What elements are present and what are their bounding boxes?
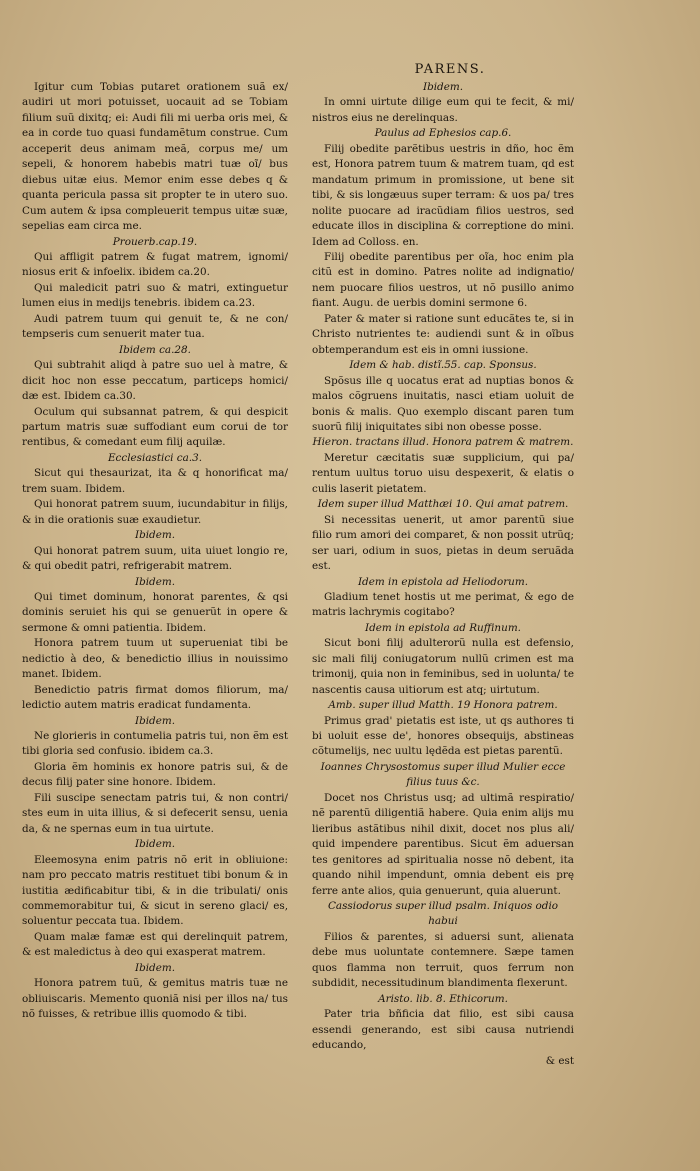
running-head-text: PARENS. [414,62,486,77]
text-paragraph: Gladium tenet hostis ut me perimat, & ego de matris lachrymis cogitabo? [312,590,574,619]
text-paragraph: Filios & parentes, si aduersi sunt, alienata debe mus uoluntate contemnere. Sæpe tamen quos flamma non terruit, quos ferrum non subdidit, necessitudinum blandimenta flexerunt. [312,930,574,990]
text-paragraph: Sicut boni filij adulterorũ nulla est defensio, sic mali filij coniugatorum nullũ crimen est ma trimonij, quia non in feminibus, sed in uolunta/ te nascentis causa uitiorum est atq; uirtutum. [312,637,574,696]
text-paragraph: Primus grad' pietatis est iste, ut qs authores ti bi uoluit esse de', honores obsequijs, abstineas cõtumelijs, nec uultu lędẽda est pietas parentũ. [312,714,574,758]
text-paragraph: Qui honorat patrem suum, uita uiuet longio re, & qui obedit patri, refrigerabit matrem. [22,544,288,573]
citation-heading: Cassiodorus super illud psalm. Iniquos odio habui [327,900,559,928]
text-paragraph: Igitur cum Tobias putaret orationem suã ex/ audiri ut mori potuisset, uocauit ad se Tobiam filium suũ dixitq; ei: Audi fili mi uerba oris mei, & ea in corde tuo quasi fundamẽtum construe. Cum acceperit deus animam meã, corpus me/ um sepeli, & honorem habebis matri tuæ oĩ/ bus diebus uitæ eius. Memor enim esse debes q & quanta pericula passa sit propter te in utero suo. Cum autem & ipsa compleuerit tempus uitæ suæ, sepelias eam circa me. [22,81,288,233]
text-paragraph: Qui maledicit patri suo & matri, extinguetur lumen eius in medijs tenebris. ibidem ca.23. [22,281,288,310]
text-paragraph: Qui subtrahit aliqd à patre suo uel à matre, & dicit hoc non esse peccatum, particeps homici/ dæ est. Ibidem ca.30. [22,359,288,403]
citation-heading: Ibidem. [134,575,176,588]
text-paragraph: Honora patrem tuum ut superueniat tibi be nedictio à deo, & benedictio illius in nouissimo manet. Ibidem. [22,637,288,681]
text-paragraph: Docet nos Christus usq; ad ultimã respiratio/ nẽ parentũ diligentiã habere. Quia enim alijs mu lieribus astãtibus nihil dixit, docet nos plus ali/ quid impendere parentibus. Sicut ẽm aduersan tes genitores ad spiritualia nosse nõ debent, ita quando nihil impendunt, omnia debent eis prę ferre ante alios, quia genuerunt, quia aluerunt. [312,791,574,897]
citation-heading: Paulus ad Ephesios cap.6. [374,127,512,140]
text-paragraph: Filij obedite parẽtibus uestris in dño, hoc ẽm est, Honora patrem tuum & matrem tuam, qd est mandatum primum in promissione, ut bene sit tibi, & sis longæuus super terram: & uos pa/ tres nolite puocare ad iracũdiam filios uestros, sed educate illos in disciplina & correptione do mini. Idem ad Colloss. en. [312,142,574,248]
citation-heading: Ioannes Chrysostomus super illud Mulier ecce filius tuus &c. [320,760,566,789]
text-paragraph: Ne glorieris in contumelia patris tui, non ẽm est tibi gloria sed confusio. ibidem ca.3. [22,730,288,758]
citation-heading: Amb. super illud Matth. 19 Honora patrem. [328,699,558,712]
text-paragraph: Benedictio patris firmat domos filiorum, ma/ ledictio autem matris eradicat fundamenta. [22,683,288,712]
text-paragraph: Oculum qui subsannat patrem, & qui despicit partum matris suæ suffodiant eum corui de tor rentibus, & comedant eum filij aquilæ. [22,405,288,449]
citation-heading: Ibidem. [134,961,176,974]
right-column [312,80,574,1069]
citation-heading: Aristo. lib. 8. Ethicorum. [378,992,508,1005]
citation-heading: Ibidem. [422,81,464,93]
text-paragraph: Sicut qui thesaurizat, ita & q honorificat ma/ trem suam. Ibidem. [22,467,288,495]
citation-heading: Idem & hab. distĩ.55. cap. Sponsus. [349,359,537,372]
running-head [0,62,700,77]
citation-heading: Ecclesiastici ca.3. [107,451,203,464]
citation-heading: Idem in epistola ad Heliodorum. [357,575,529,588]
text-paragraph: Qui affligit patrem & fugat matrem, ignomi/ niosus erit & infoelix. ibidem ca.20. [22,250,288,279]
text-paragraph: In omni uirtute dilige eum qui te fecit, & mi/ nistros eius ne derelinquas. [312,96,574,124]
text-paragraph: Eleemosyna enim patris nõ erit in obliuione: nam pro peccato matris restituet tibi bonum & in iustitia ædificabitur tibi, & in die tribulati/ onis commemorabitur tui, & sicut in sereno glaci/ es, soluentur peccata tua. Ibidem. [22,853,288,928]
text-paragraph: Pater & mater si ratione sunt educãtes te, si in Christo nutrientes te: audiendi sunt & in oĩbus obtemperandum est eis in omni iussione. [312,312,574,356]
left-column [22,80,288,1023]
text-paragraph: Honora patrem tuũ, & gemitus matris tuæ ne obliuiscaris. Memento quoniã nisi per illos na/ tus nõ fuisses, & retribue illis quomodo & tibi. [22,977,288,1021]
citation-heading: Idem super illud Matthæi 10. Qui amat patrem. [317,498,569,511]
text-paragraph: Audi patrem tuum qui genuit te, & ne con/ tempseris cum senuerit mater tua. [22,312,288,341]
citation-heading: Ibidem. [134,838,176,851]
text-paragraph: Si necessitas uenerit, ut amor parentũ siue filio rum amori dei comparet, & non possit utrũq; ser uari, odium in suos, pietas in deum seruãda est. [312,513,574,573]
text-paragraph: Qui honorat patrem suum, iucundabitur in filijs, & in die orationis suæ exaudietur. [22,498,288,526]
catchword: & est [545,1054,574,1067]
citation-heading: Ibidem ca.28. [119,343,191,356]
text-paragraph: Spõsus ille q uocatus erat ad nuptias bonos & malos cõgruens inuitatis, nasci etiam uoluit de bonis & malis. Quo exemplo discant paren tum suorũ filij iniquitates sibi non obesse posse. [312,374,574,433]
text-paragraph: Fili suscipe senectam patris tui, & non contri/ stes eum in uita illius, & si defecerit sensu, uenia da, & ne spernas eum in tua uirtute. [22,791,288,835]
text-paragraph: Meretur cæcitatis suæ supplicium, qui pa/ rentum uultus toruo uisu despexerit, & elatis o culis laserit pietatem. [312,451,574,495]
text-paragraph: Quam malæ famæ est qui derelinquit patrem, & est maledictus à deo qui exasperat matrem. [22,930,288,959]
citation-heading: Prouerb.cap.19. [112,235,198,248]
text-paragraph: Gloria ẽm hominis ex honore patris sui, & de decus filij pater sine honore. Ibidem. [22,760,288,789]
text-paragraph: Filij obedite parentibus per oĩa, hoc enim pla citũ est in domino. Patres nolite ad indignatio/ nem puocare filios uestros, ut nõ pusillo animo fiant. Augu. de uerbis domini sermone 6. [312,250,574,310]
citation-heading: Ibidem. [134,529,176,542]
text-paragraph: Pater tria bñficia dat filio, est sibi causa essendi generando, est sibi causa nutriendi educando, [312,1008,574,1052]
citation-heading: Ibidem. [134,714,176,727]
text-paragraph: Qui timet dominum, honorat parentes, & qsi dominis seruiet his qui se genuerũt in opere & sermone & omni patientia. Ibidem. [22,590,288,634]
citation-heading: Idem in epistola ad Ruffinum. [365,621,521,634]
citation-heading: Hieron. tractans illud. Honora patrem & matrem. [312,436,574,449]
